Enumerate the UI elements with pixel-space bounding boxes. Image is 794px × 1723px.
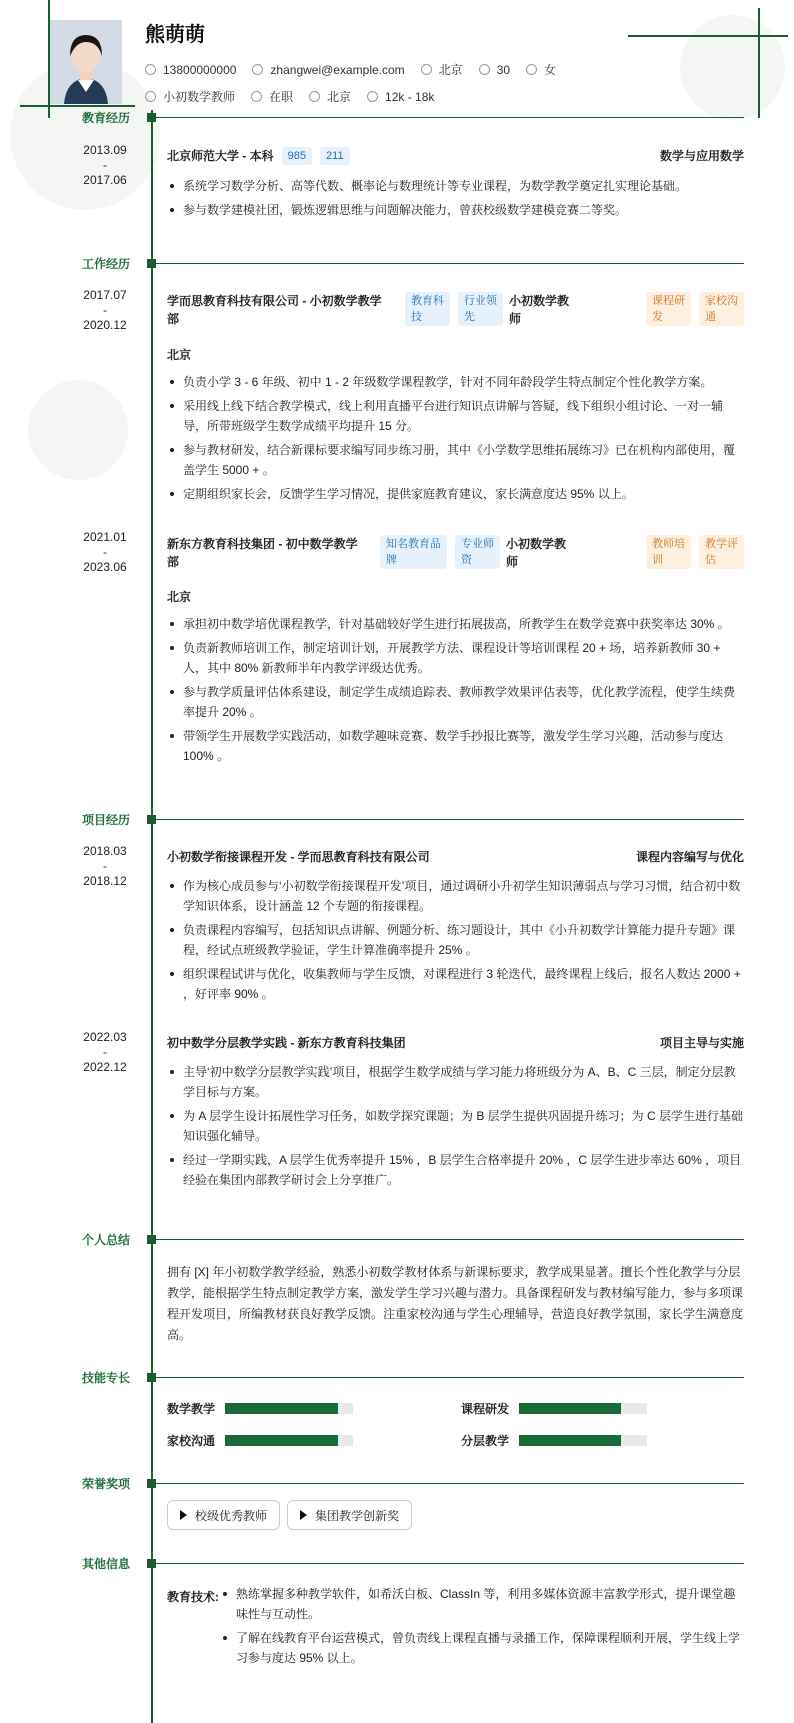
role-tag: 教学评 估 [699,535,744,569]
list-item: 作为核心成员参与‘小初数学衔接课程开发’项目，通过调研小升初学生知识薄弱点与学习习惯，结合初中数学知识体系，设计涵盖 12 个专题的衔接课程。 [167,876,744,916]
edu-date: 2013.09 - 2017.06 [83,143,127,187]
list-item: 负责新教师培训工作，制定培训计划，开展教学方法、课程设计等培训课程 20 + 场，培养新教师 30 + 人，其中 80% 新教师半年内教学评级达优秀。 [167,638,744,678]
skill-bar [225,1435,353,1446]
project-date: 2022.03 - 2022.12 [83,1030,127,1074]
section-divider [152,1563,744,1564]
candidate-name: 熊萌萌 [145,24,205,46]
phone-icon [145,64,156,75]
avatar-image [50,20,122,104]
skill-level [225,1403,338,1414]
work-header: 新东方教育科技集团 - 初中数学教学 部 知名教育品 牌 专业师 资 小初数学教 师 教师培 训 教学评 估 [167,535,744,571]
target-role: 小初数学教师 [163,90,236,104]
email: zhangwei@example.com [270,62,405,77]
project-bullets [167,876,744,1008]
role-tag: 课程研 发 [646,292,691,326]
skill-level [519,1403,621,1414]
project-header [167,1034,744,1052]
corner-line [758,8,760,118]
project-title: 初中数学分层教学实践 - 新东方教育科技集团 [167,1036,406,1050]
company-tag: 知名教育品 牌 [380,535,447,569]
skill-item [167,1432,353,1449]
project-bullets [167,1062,744,1194]
award-name: 集团教学创新奖 [315,1508,400,1523]
project-header [167,848,744,866]
skill-name: 家校沟通 [167,1434,216,1448]
job-role: 小初数学教 [506,537,567,551]
major: 数学与应用数学 [659,149,744,163]
gender-icon [526,64,537,75]
work-bullets [167,372,744,508]
company-name: 学而思教育科技有限公司 - 小初数学教学 [167,294,382,308]
job-role: 小初数学教 [509,294,570,308]
skill-bar [519,1435,647,1446]
section-title-other: 其他信息 [81,1557,130,1571]
skill-item [461,1432,647,1449]
home-icon [421,64,432,75]
section-title-projects: 项目经历 [81,813,130,827]
play-icon [180,1510,187,1520]
work-bullets [167,614,744,770]
skill-item [167,1400,353,1417]
salary: 12k - 18k [385,89,435,104]
section-divider [152,819,744,820]
contact-row [145,61,572,78]
salary-icon [367,91,378,102]
section-divider [152,1377,744,1378]
list-item: 主导‘初中数学分层教学实践’项目，根据学生数学成绩与学习能力将班级分为 A、B、C 三层，制定分层教学目标与方案。 [167,1062,744,1102]
list-item: 采用线上线下结合教学模式，线上利用直播平台进行知识点讲解与答疑，线下组织小组讨论、一对一辅导，所带班级学生数学成绩平均提升 15 分。 [167,396,744,436]
company-tag: 教育科 技 [405,292,450,326]
award-chip [167,1500,280,1530]
skill-bar [519,1403,647,1414]
bg-circle [28,380,128,480]
age: 30 [496,62,511,77]
company-tag: 行业领 先 [458,292,503,326]
intent-row [145,88,450,105]
list-item: 熟练掌握多种教学软件，如希沃白板、ClassIn 等，利用多媒体资源丰富教学形式，提升课堂趣味性与互动性。 [220,1584,742,1624]
status-icon [251,91,262,102]
section-title-education: 教育经历 [81,111,130,125]
list-item: 组织课程试讲与优化，收集教师与学生反馈，对课程进行 3 轮迭代，最终课程上线后，报名人数达 2000 + ，好评率 90% 。 [167,964,744,1004]
list-item: 带领学生开展数学实践活动，如数学趣味竞赛、数学手抄报比赛等，激发学生学习兴趣，活动参与度达 100% 。 [167,726,744,766]
gender: 女 [544,63,557,77]
award-name: 校级优秀教师 [195,1508,268,1523]
skill-item [461,1400,647,1417]
mail-icon [252,64,263,75]
section-divider [152,1483,744,1484]
section-title-summary: 个人总结 [81,1233,130,1247]
list-item: 为 A 层学生设计拓展性学习任务，如数学探究课题；为 B 层学生提供巩固提升练习；为 C 层学生进行基础知识强化辅导。 [167,1106,744,1146]
edu-bullets [167,176,744,224]
other-bullets [220,1584,742,1672]
school-tag: 985 [282,147,312,165]
summary-text: 拥有 [X] 年小初数学教学经验，熟悉小初数学教材体系与新课标要求，教学成果显著。擅长个性化教学与分层教学，能根据学生特点制定教学方案，激发学生学习兴趣与潜力。具备课程研发与教材编写能力，参与多项课程开发项目，所编教材获良好教学反馈。注重家校沟通与学生心理辅导，营造良好教学氛围，家长学生满意度高。 [167,1265,744,1342]
section-title-skills: 技能专长 [81,1371,130,1385]
company-name: 新东方教育科技集团 - 初中数学教学 [167,537,358,551]
section-divider [152,117,744,118]
school-name: 北京师范大学 - 本科 [167,149,274,163]
corner-line [628,35,788,37]
skill-bar [225,1403,353,1414]
list-item: 参与教材研发，结合新课标要求编写同步练习册，其中《小学数学思维拓展练习》已在机构内部使用，覆盖学生 5000 + 。 [167,440,744,480]
list-item: 负责小学 3 - 6 年级、初中 1 - 2 年级数学课程教学，针对不同年龄段学生特点制定个性化教学方案。 [167,372,744,392]
project-title: 小初数学衔接课程开发 - 学而思教育科技有限公司 [167,850,430,864]
location: 北京 [438,63,463,77]
work-header: 学而思教育科技有限公司 - 小初数学教学 部 教育科 技 行业领 先 小初数学教 师 课程研 发 家校沟 通 [167,292,744,328]
section-divider [152,263,744,264]
project-date: 2018.03 - 2018.12 [83,844,127,888]
building-icon [309,91,320,102]
send-icon [145,91,156,102]
list-item: 参与教学质量评估体系建设，制定学生成绩追踪表、教师教学效果评估表等，优化教学流程，使学生续费率提升 20% 。 [167,682,744,722]
list-item: 承担初中数学培优课程教学，针对基础较好学生进行拓展拔高，所教学生在数学竞赛中获奖率达 30% 。 [167,614,744,634]
list-item: 经过一学期实践，A 层学生优秀率提升 15% ，B 层学生合格率提升 20% ，C 层学生进步率达 60% ，项目经验在集团内部教学研讨会上分享推广。 [167,1150,744,1190]
work-date: 2017.07 - 2020.12 [83,288,127,332]
project-role: 课程内容编写与优化 [635,850,744,864]
company-tag: 专业师 资 [455,535,500,569]
target-city: 北京 [327,90,352,104]
work-city: 北京 [167,590,192,604]
section-title-work: 工作经历 [81,257,130,271]
award-chip [287,1500,412,1530]
skill-name: 课程研发 [461,1402,510,1416]
section-title-awards: 荣誉奖项 [81,1477,130,1491]
list-item: 参与数学建模社团，锻炼逻辑思维与问题解决能力，曾获校级数学建模竞赛二等奖。 [167,200,744,220]
skill-name: 数学教学 [167,1402,216,1416]
list-item: 了解在线教育平台运营模式，曾负责线上课程直播与录播工作，保障课程顺利开展，学生线上学习参与度达 95% 以上。 [220,1628,742,1668]
skill-level [519,1435,621,1446]
phone: 13800000000 [163,62,237,77]
skill-name: 分层教学 [461,1434,510,1448]
work-date: 2021.01 - 2023.06 [83,530,127,574]
work-city: 北京 [167,348,192,362]
project-role: 项目主导与实施 [659,1036,744,1050]
list-item: 定期组织家长会，反馈学生学习情况，提供家庭教育建议，家长满意度达 95% 以上。 [167,484,744,504]
age-icon [479,64,490,75]
avatar [50,20,122,104]
play-icon [300,1510,307,1520]
role-tag: 家校沟 通 [699,292,744,326]
other-label: 教育技术: [167,1590,219,1604]
edu-header [167,147,744,165]
skill-level [225,1435,338,1446]
list-item: 负责课程内容编写，包括知识点讲解、例题分析、练习题设计，其中《小升初数学计算能力提升专题》课程，经试点班级教学验证，学生计算准确率提升 25% 。 [167,920,744,960]
corner-line [20,105,135,107]
list-item: 系统学习数学分析、高等代数、概率论与数理统计等专业课程，为数学教学奠定扎实理论基础。 [167,176,744,196]
school-tag: 211 [320,147,350,165]
bg-circle [680,15,785,120]
work-status: 在职 [269,90,294,104]
role-tag: 教师培 训 [646,535,691,569]
section-divider [152,1239,744,1240]
